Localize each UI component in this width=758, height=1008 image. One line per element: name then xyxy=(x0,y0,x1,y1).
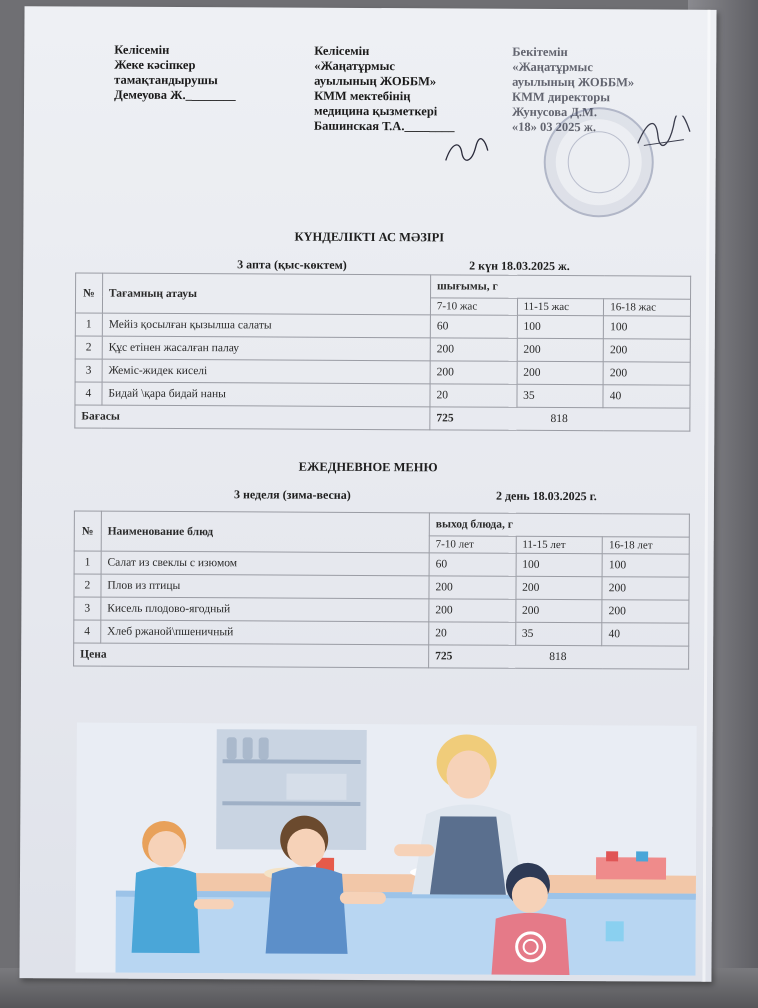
header-dish-name: Тағамның атауы xyxy=(102,273,430,315)
approval-medical xyxy=(314,44,455,135)
row-dish: Плов из птицы xyxy=(101,574,429,599)
row-value: 200 xyxy=(517,361,604,384)
row-value: 40 xyxy=(603,385,690,408)
approval-line: КММ директоры xyxy=(512,89,611,105)
approval-line: Бекітемін xyxy=(512,44,568,60)
kazakh-menu-week: 3 апта (қыс-көктем) xyxy=(237,257,347,272)
row-num: 3 xyxy=(75,359,102,382)
price-values xyxy=(430,407,690,431)
row-dish: Салат из свеклы с изюмом xyxy=(101,551,429,576)
row-value: 200 xyxy=(516,576,603,599)
row-value: 60 xyxy=(430,315,517,338)
row-value: 200 xyxy=(602,600,689,623)
price-label: Бағасы xyxy=(75,405,430,430)
row-dish: Жеміс-жидек киселі xyxy=(102,359,430,384)
table-total-row xyxy=(74,643,689,669)
row-value: 200 xyxy=(602,577,689,600)
plastic-sleeve-edge xyxy=(702,10,710,982)
approval-line: КММ мектебінің xyxy=(314,88,411,104)
price-b: 818 xyxy=(549,650,567,664)
header-age-7-10: 7-10 жас xyxy=(430,298,517,315)
table-header-row xyxy=(74,511,689,537)
row-num: 2 xyxy=(75,336,102,359)
approval-line: «Жаңатұрмыс xyxy=(512,59,593,75)
header-yield: шығымы, г xyxy=(430,275,690,299)
approval-line: медицина қызметкері xyxy=(313,103,438,119)
row-value: 200 xyxy=(603,339,690,362)
approval-entrepreneur xyxy=(114,43,236,104)
row-value: 200 xyxy=(430,361,517,384)
row-value: 200 xyxy=(429,576,516,599)
approval-line: Демеуова Ж.________ xyxy=(114,87,236,103)
price-b: 818 xyxy=(550,412,568,426)
approval-line: ауылының ЖОББМ» xyxy=(314,73,437,89)
kazakh-menu-day: 2 күн 18.03.2025 ж. xyxy=(469,258,570,274)
price-label: Цена xyxy=(74,643,429,668)
row-num: 4 xyxy=(75,382,102,405)
table-row xyxy=(75,382,690,408)
approval-line: Башинская Т.А.________ xyxy=(313,118,455,134)
row-value: 100 xyxy=(604,316,691,339)
table-row xyxy=(74,551,689,577)
table-row xyxy=(74,574,689,600)
row-value: 200 xyxy=(603,362,690,385)
row-num: 1 xyxy=(75,313,102,336)
row-value: 40 xyxy=(602,623,689,646)
table-row xyxy=(75,336,690,362)
stamp-inner-ring xyxy=(568,131,630,193)
row-value: 20 xyxy=(429,622,516,645)
row-dish: Кисель плодово-ягодный xyxy=(101,597,429,622)
row-value: 35 xyxy=(517,384,604,407)
table-row xyxy=(75,359,690,385)
table-total-row xyxy=(75,405,690,431)
row-value: 100 xyxy=(517,315,604,338)
row-num: 2 xyxy=(74,574,101,597)
russian-menu-week: 3 неделя (зима-весна) xyxy=(233,487,351,502)
row-value: 100 xyxy=(602,554,689,577)
row-dish: Бидай \қара бидай наны xyxy=(102,382,430,407)
price-values xyxy=(429,645,689,669)
table-row xyxy=(74,620,689,646)
row-value: 20 xyxy=(430,384,517,407)
header-age-7-10: 7-10 лет xyxy=(429,536,516,553)
header-num: № xyxy=(75,273,102,313)
approval-line: тамақтандырушы xyxy=(114,72,218,88)
header-num: № xyxy=(74,511,101,551)
row-value: 200 xyxy=(517,338,604,361)
header-age-16-18: 16-18 лет xyxy=(602,537,689,554)
row-value: 200 xyxy=(429,599,516,622)
row-value: 100 xyxy=(516,553,603,576)
school-canteen-illustration-icon xyxy=(75,722,696,975)
row-num: 4 xyxy=(74,620,101,643)
row-value: 35 xyxy=(515,622,602,645)
signature-medical-icon xyxy=(442,136,492,166)
kazakh-menu-title: КҮНДЕЛІКТІ АС МӘЗІРІ xyxy=(294,229,445,245)
approval-line: «Жаңатұрмыс xyxy=(314,58,395,74)
table-row xyxy=(75,313,690,339)
approval-line: ауылының ЖОББМ» xyxy=(512,74,635,90)
header-age-11-15: 11-15 жас xyxy=(517,298,604,315)
table-header-row xyxy=(76,273,691,299)
price-a: 725 xyxy=(435,650,453,663)
row-value: 200 xyxy=(430,338,517,361)
row-dish: Мейіз қосылған қызылша салаты xyxy=(102,313,430,338)
row-value: 60 xyxy=(429,553,516,576)
row-num: 1 xyxy=(74,551,101,574)
header-yield: выход блюда, г xyxy=(429,513,689,537)
russian-menu-table xyxy=(73,510,690,669)
row-value: 200 xyxy=(515,599,602,622)
approval-line: «18» 03 2025 ж. xyxy=(511,119,597,135)
row-dish: Құс етінен жасалған палау xyxy=(102,336,430,361)
price-a: 725 xyxy=(436,412,454,425)
approvals-header xyxy=(114,43,685,166)
approval-line: Келісемін xyxy=(114,42,170,57)
row-num: 3 xyxy=(74,597,101,620)
row-dish: Хлеб ржаной\пшеничный xyxy=(101,620,429,645)
signature-director-icon xyxy=(634,115,694,151)
header-dish-name: Наименование блюд xyxy=(101,511,429,553)
approval-line: Жунусова Д.М. xyxy=(511,104,598,120)
approval-line: Жеке кәсіпкер xyxy=(114,57,196,73)
header-age-11-15: 11-15 лет xyxy=(516,536,603,553)
russian-menu-title: ЕЖЕДНЕВНОЕ МЕНЮ xyxy=(298,459,438,475)
table-row xyxy=(74,597,689,623)
document-sheet xyxy=(19,6,716,982)
header-age-16-18: 16-18 жас xyxy=(604,299,691,316)
russian-menu-day: 2 день 18.03.2025 г. xyxy=(495,488,597,504)
kazakh-menu-table xyxy=(74,272,691,431)
approval-line: Келісемін xyxy=(314,43,370,59)
